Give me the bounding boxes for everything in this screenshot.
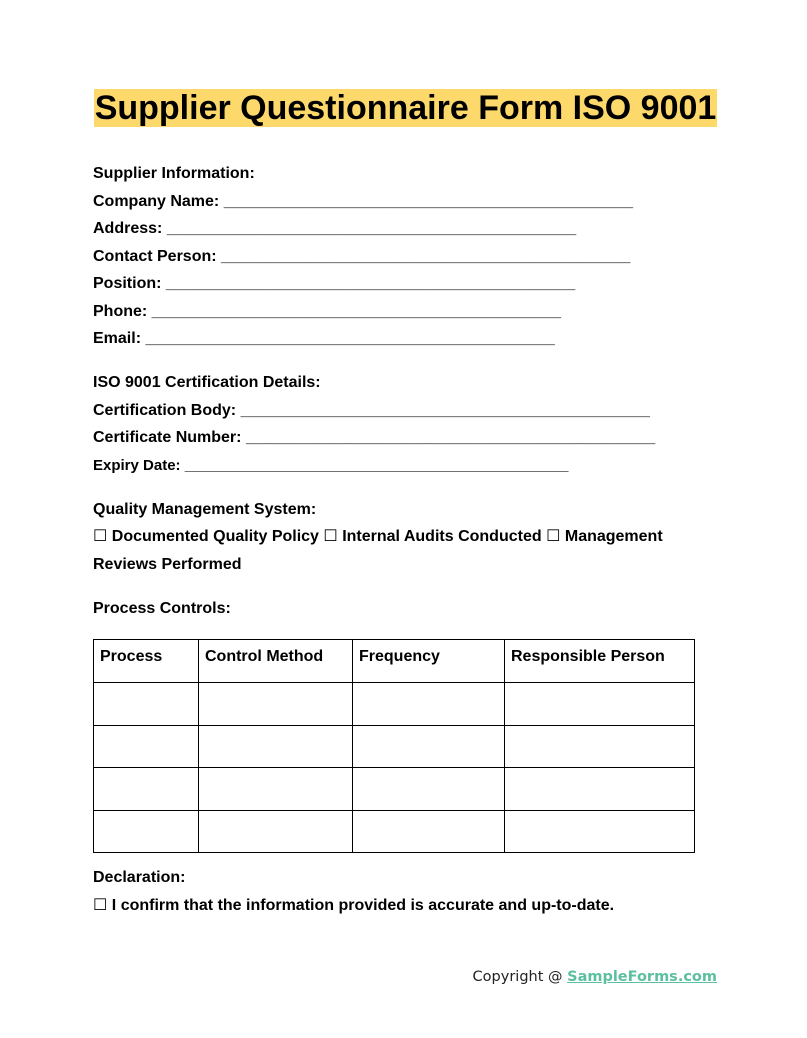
checkbox-icon[interactable]: ☐ [93, 528, 108, 545]
position-label: Position: [93, 275, 162, 292]
column-header-process: Process [94, 640, 199, 683]
process-controls-heading: Process Controls: [93, 599, 231, 617]
company-name-label: Company Name: [93, 192, 220, 210]
email-field[interactable] [93, 325, 713, 353]
qms-option-quality-policy: Documented Quality Policy [111, 528, 319, 545]
table-cell[interactable] [94, 768, 199, 811]
position-field[interactable] [93, 270, 713, 298]
phone-blank[interactable]: ______________________________________________ [151, 302, 561, 320]
table-cell[interactable] [94, 725, 199, 768]
position-blank[interactable]: ______________________________________________ [165, 275, 576, 292]
certificate-number-field[interactable] [93, 424, 713, 452]
certification-body-blank[interactable]: ______________________________________________ [240, 401, 650, 419]
declaration-section [93, 864, 614, 919]
phone-field[interactable] [93, 298, 713, 326]
table-cell[interactable] [199, 725, 353, 768]
column-header-responsible-person: Responsible Person [505, 640, 695, 683]
qms-option-management-reviews: Management Reviews Performed [93, 528, 663, 573]
process-controls-table [93, 639, 695, 853]
table-cell[interactable] [505, 683, 695, 726]
contact-person-blank[interactable]: ______________________________________________ [221, 247, 631, 265]
brand-link[interactable]: SampleForms.com [567, 969, 717, 985]
expiry-date-field[interactable] [93, 452, 713, 480]
table-row [94, 725, 695, 768]
table-header-row [94, 640, 695, 683]
certificate-number-blank[interactable]: ______________________________________________ [245, 429, 656, 446]
column-header-frequency: Frequency [353, 640, 505, 683]
column-header-control-method: Control Method [199, 640, 353, 683]
supplier-info-heading: Supplier Information: [93, 165, 255, 182]
declaration-heading: Declaration: [93, 869, 186, 886]
spacer [93, 578, 713, 595]
table-cell[interactable] [94, 810, 199, 853]
contact-person-label: Contact Person: [93, 247, 217, 265]
table-cell[interactable] [505, 725, 695, 768]
qms-options [93, 523, 713, 578]
table-cell[interactable] [505, 810, 695, 853]
table-cell[interactable] [199, 810, 353, 853]
table-cell[interactable] [353, 768, 505, 811]
declaration-statement: I confirm that the information provided is accurate and up-to-date. [111, 896, 615, 914]
table-cell[interactable] [199, 768, 353, 811]
company-name-field[interactable] [93, 188, 713, 216]
certification-body-label: Certification Body: [93, 401, 237, 419]
checkbox-icon[interactable]: ☐ [546, 528, 561, 545]
copyright-prefix: Copyright @ [472, 969, 568, 985]
title-wrapper [0, 89, 807, 127]
table-cell[interactable] [94, 683, 199, 726]
checkbox-icon[interactable]: ☐ [93, 896, 108, 914]
address-blank[interactable]: ______________________________________________ [166, 220, 577, 237]
certification-body-field[interactable] [93, 397, 713, 425]
form-body [93, 160, 713, 622]
checkbox-icon[interactable]: ☐ [323, 528, 338, 545]
table-cell[interactable] [505, 768, 695, 811]
contact-person-field[interactable] [93, 243, 713, 271]
spacer [93, 353, 713, 370]
address-label: Address: [93, 220, 163, 237]
page-title: Supplier Questionnaire Form ISO 9001 [94, 89, 717, 127]
table-row [94, 683, 695, 726]
email-label: Email: [93, 330, 142, 347]
expiry-date-blank[interactable]: ______________________________________________ [184, 456, 569, 474]
table-row [94, 810, 695, 853]
phone-label: Phone: [93, 302, 148, 320]
expiry-date-label: Expiry Date: [93, 456, 181, 474]
address-field[interactable] [93, 215, 713, 243]
certificate-number-label: Certificate Number: [93, 429, 242, 446]
table-cell[interactable] [199, 683, 353, 726]
table-cell[interactable] [353, 810, 505, 853]
email-blank[interactable]: ______________________________________________ [145, 330, 555, 347]
table-cell[interactable] [353, 725, 505, 768]
copyright-footer [473, 969, 717, 985]
company-name-blank[interactable]: ______________________________________________ [223, 192, 634, 210]
qms-option-internal-audits: Internal Audits Conducted [342, 528, 542, 545]
certification-heading: ISO 9001 Certification Details: [93, 374, 321, 391]
spacer [93, 479, 713, 496]
qms-heading: Quality Management System: [93, 500, 317, 518]
declaration-statement-row [93, 892, 614, 920]
table-cell[interactable] [353, 683, 505, 726]
table-row [94, 768, 695, 811]
